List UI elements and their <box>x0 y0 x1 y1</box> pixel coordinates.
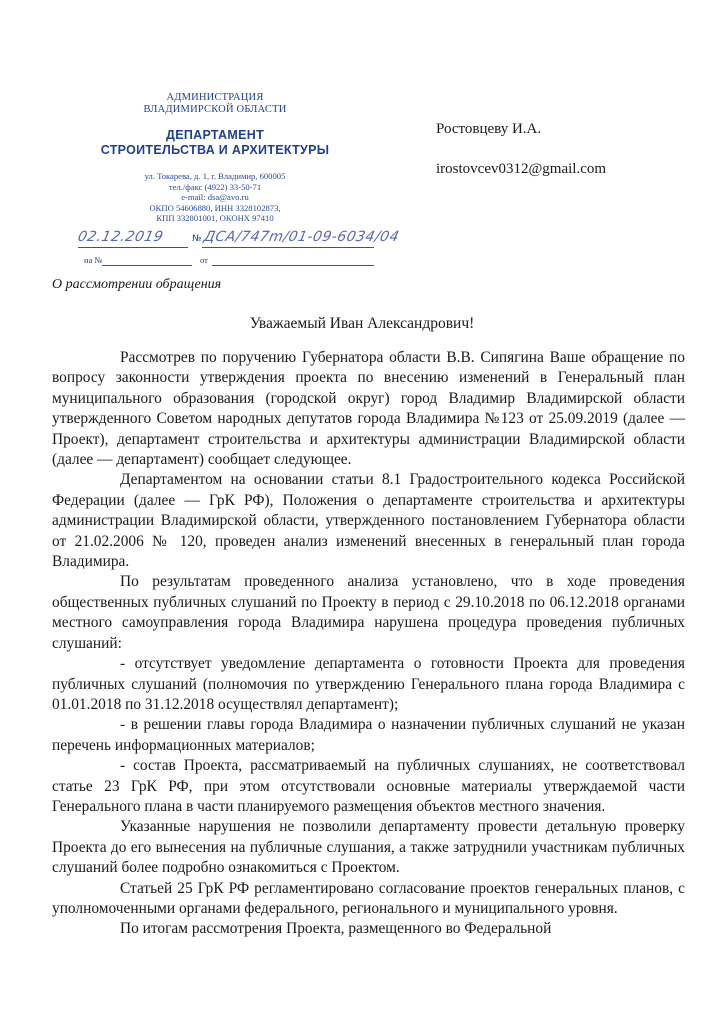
body-bullet: - состав Проекта, рассматриваемый на публичных слушаниях, не соответствовал статье 23 ГрК РФ, при этом отсутствовали основные материалы утверждаемой части Генерального плана в части планируемого размещения объектов местного значения. <box>52 757 685 815</box>
letterhead-department <box>80 128 350 158</box>
registration-number: ДСА/747m/01-09-6034/04 <box>202 229 401 245</box>
addressee <box>436 120 606 178</box>
registration-block <box>76 226 401 270</box>
letterhead-contacts <box>80 171 350 224</box>
letterhead-dept-line2: СТРОИТЕЛЬСТВА И АРХИТЕКТУРЫ <box>100 143 330 157</box>
registration-number-sign: № <box>192 234 202 244</box>
body-paragraph: По итогам рассмотрения Проекта, размещенного во Федеральной <box>120 920 552 938</box>
body-paragraph: Указанные нарушения не позволили департаменту провести детальную проверку Проекта до его вынесения на публичные слушания, а также затруднили участникам публичных слушаний более подробно ознакомиться с Проектом. <box>52 818 685 877</box>
letter-body <box>52 348 685 940</box>
reply-to-rule <box>102 265 192 266</box>
letterhead <box>80 92 350 224</box>
addressee-name: Ростовцеву И.А. <box>436 121 542 137</box>
letterhead-admin-line1: АДМИНИСТРАЦИЯ <box>166 92 264 103</box>
letterhead-okpo: ОКПО 54606880, ИНН 3328102873, <box>149 202 281 213</box>
letter-subject: О рассмотрении обращения <box>52 277 222 292</box>
body-paragraph: Статьей 25 ГрК РФ регламентировано согласование проектов генеральных планов, с уполномоченными органами федерального, регионального и муниципального уровня. <box>52 879 685 917</box>
letterhead-dept-line1: ДЕПАРТАМЕНТ <box>165 128 264 142</box>
letterhead-address: ул. Токарева, д. 1, г. Владимир, 600005 <box>144 171 286 181</box>
addressee-email: irostovcev0312@gmail.com <box>436 161 607 177</box>
number-rule <box>202 247 374 248</box>
body-paragraph: По результатам проведенного анализа установлено, что в ходе проведения общественных публичных слушаний по Проекту в период с 29.10.2018 по 06.12.2018 органами местного самоуправления города Владимира нарушена процедура проведения публичных слушаний: <box>52 573 685 652</box>
reply-to-label: на № <box>84 255 103 265</box>
reply-date-rule <box>212 265 374 266</box>
letterhead-kpp: КПП 332801001, ОКОНХ 97410 <box>156 213 274 223</box>
body-bullet: - в решении главы города Владимира о назначении публичных слушаний не указан перечень информационных материалов; <box>52 716 685 754</box>
body-bullet: - отсутствует уведомление департамента о готовности Проекта для проведения публичных слушаний (полномочия по утверждению Генерального плана города Владимира с 01.01.2018 по 31.12.2018 осуществлял департамент); <box>52 655 685 713</box>
salutation: Уважаемый Иван Александрович! <box>249 315 475 332</box>
body-paragraph: Департаментом на основании статьи 8.1 Градостроительного кодекса Российской Федерации (далее — ГрК РФ), Положения о департаменте строительства и архитектуры администрации Владимирской области, утвержденного постановлением Губернатора области от 21.02.2006 № 120, проведен анализ изменений внесенных в генеральный план города Владимира. <box>52 471 685 571</box>
registration-date: 02.12.2019 <box>76 229 165 245</box>
letterhead-admin-line2: ВЛАДИМИРСКОЙ ОБЛАСТИ <box>143 104 287 115</box>
reply-date-label: от <box>200 255 208 265</box>
letterhead-phone: тел./факс (4922) 33-50-71 <box>168 181 262 192</box>
letterhead-email: e-mail: dsa@avo.ru <box>181 192 249 202</box>
date-rule <box>78 247 188 248</box>
letterhead-admin <box>80 92 350 116</box>
body-paragraph: Рассмотрев по поручению Губернатора области В.В. Сипягина Ваше обращение по вопросу законности утверждения проекта по внесению изменений в Генеральный план муниципального образования (городской округ) город Владимир Владимирской области утвержденного Советом народных депутатов города Владимира №123 от 25.09.2019 (далее — Проект), департамент строительства и архитектуры администрации Владимирской области (далее — департамент) сообщает следующее. <box>52 349 685 469</box>
